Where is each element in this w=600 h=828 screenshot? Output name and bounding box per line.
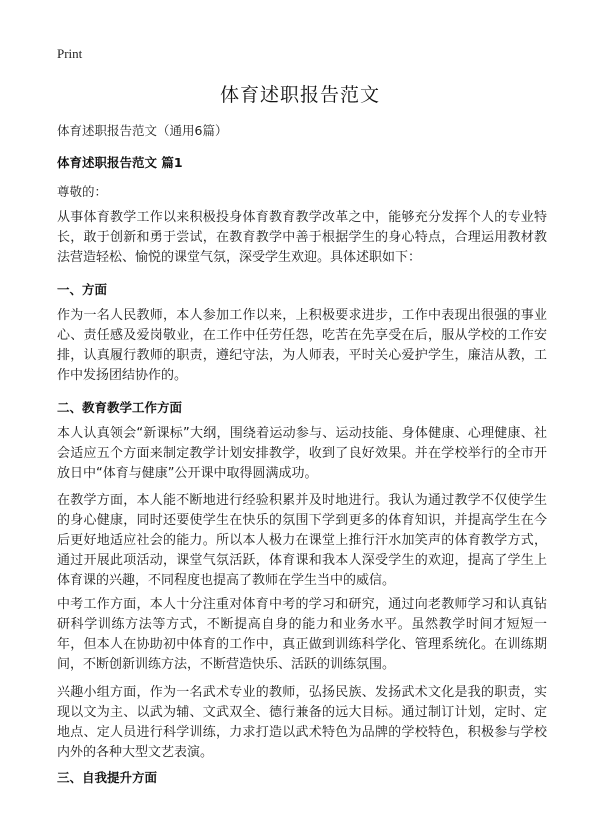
section-2-paragraph-2: 在教学方面，本人能不断地进行经验积累并及时地进行。我认为通过教学不仅使学生的身心健康，同时还要使学生在快乐的氛围下学到更多的体育知识，并提高学生在今后更好地适应社会的能力。所以本人极力在课堂上推行汗水加笑声的体育教学方式，通过开展此项活动，课堂气氛活跃，体育课和我本人深受学生的欢迎，提高了学生上体育课的兴趣，不同程度也提高了教师在学生当中的威信。 bbox=[57, 493, 547, 588]
section-2-paragraph-4: 兴趣小组方面，作为一名武术专业的教师，弘扬民族、发扬武术文化是我的职责，实现以文为主、以武为辅、文武双全、德行兼备的远大目标。通过制订计划，定时、定地点、定人员进行科学训练，力求打造以武术特色为品牌的学校特色，积极参与学校内外的各种大型文艺表演。 bbox=[57, 685, 547, 760]
intro-paragraph: 从事体育教学工作以来积极投身体育教育教学改革之中，能够充分发挥个人的专业特长，敢于创新和勇于尝试，在教育教学中善于根据学生的身心特点，合理运用教材教法营造轻松、愉悦的课堂气氛，深受学生欢迎。具体述职如下： bbox=[57, 210, 547, 265]
section-heading-2: 二、教育教学工作方面 bbox=[57, 400, 183, 415]
greeting: 尊敬的： bbox=[57, 184, 108, 199]
section-2-paragraph-1: 本人认真领会“新课标”大纲，围绕着运动参与、运动技能、身体健康、心理健康、社会适应五个方面来制定教学计划安排教学，收到了良好效果。并在学校举行的全市开放日中“体育与健康”公开课中取得圆满成功。 bbox=[57, 426, 547, 481]
document-subtitle: 体育述职报告范文（通用6篇） bbox=[57, 123, 228, 138]
section-heading-3: 三、自我提升方面 bbox=[57, 770, 158, 785]
print-link[interactable]: Print bbox=[57, 46, 83, 61]
section-1-paragraph: 作为一名人民教师，本人参加工作以来，上积极要求进步，工作中表现出很强的事业心、责任感及爱岗敬业，在工作中任劳任怨，吃苦在先享受在后，服从学校的工作安排，认真履行教师的职责，遵纪守法，为人师表，平时关心爱护学生，廉洁从教，工作中发扬团结协作的。 bbox=[57, 308, 547, 383]
section-2-paragraph-3: 中考工作方面，本人十分注重对体育中考的学习和研究，通过向老教师学习和认真钻研科学训练方法等方式，不断提高自身的能力和业务水平。虽然教学时间才短短一年，但本人在协助初中体育的工作中，真正做到训练科学化、管理系统化。在训练期间，不断创新训练方法，不断营造快乐、活跃的训练氛围。 bbox=[57, 597, 547, 672]
part-heading: 体育述职报告范文 篇1 bbox=[57, 155, 183, 170]
section-heading-1: 一、方面 bbox=[57, 282, 108, 297]
page-title: 体育述职报告范文 bbox=[219, 84, 380, 106]
